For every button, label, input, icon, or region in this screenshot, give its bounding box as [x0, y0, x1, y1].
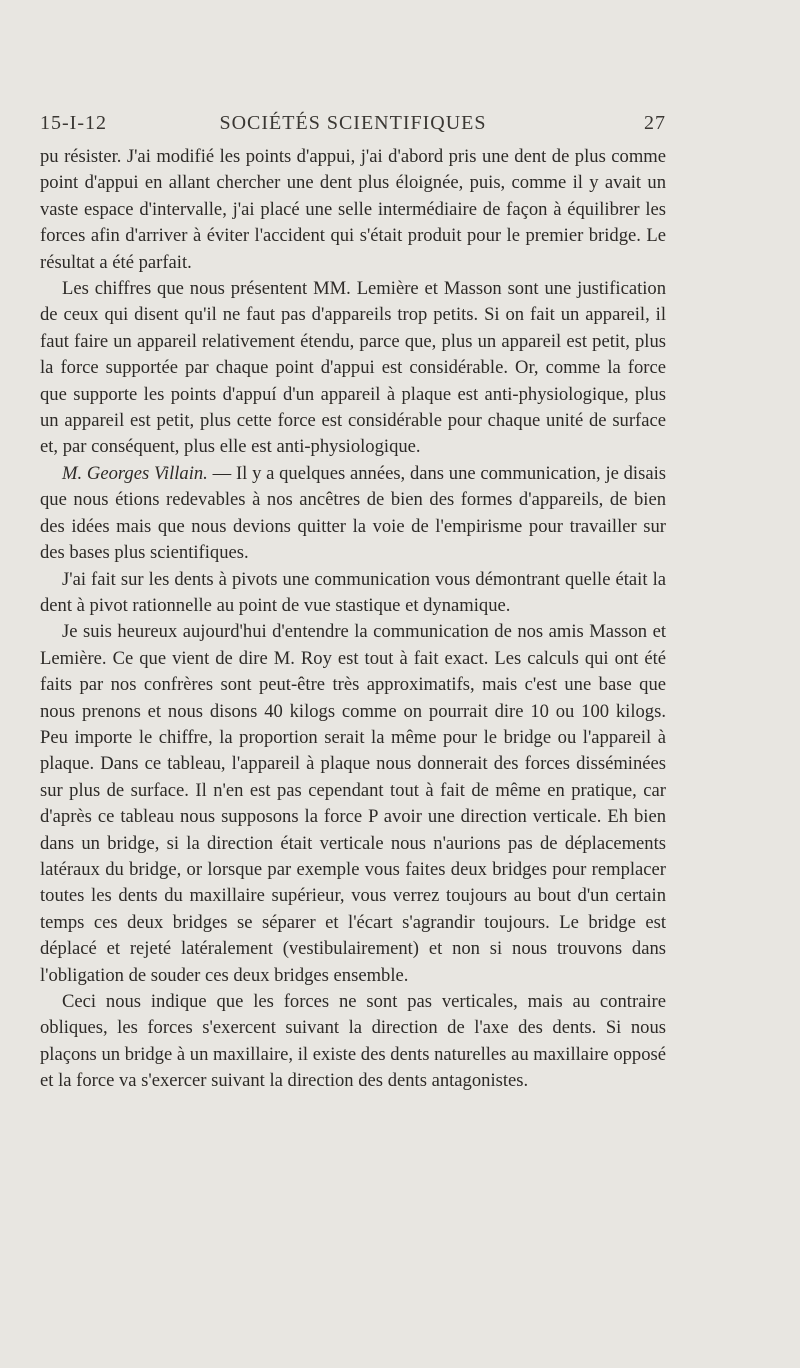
running-header [40, 112, 666, 142]
paragraph-3-text: — Il y a quelques années, dans une communication, je disais que nous étions redevables à nos ancêtres de bien des formes d'appareils, de bien des idées mais que nous devions quitter la voie de l'empirisme pour travailler sur des bases plus scientifiques. [40, 462, 666, 564]
body-text [40, 144, 666, 1095]
paragraph-1: pu résister. J'ai modifié les points d'appui, j'ai d'abord pris une dent de plus comme point d'appui en allant chercher une dent plus éloignée, puis, comme il y avait un vaste espace d'intervalle, j'ai placé une selle intermédiaire de façon à équilibrer les forces afin d'arriver à éviter l'accident qui s'était produit pour le premier bridge. Le résultat a été parfait. [40, 146, 666, 273]
header-title: SOCIÉTÉS SCIENTIFIQUES [219, 112, 487, 134]
page-number: 27 [644, 112, 666, 134]
paragraph-2: Les chiffres que nous présentent MM. Lemière et Masson sont une justification de ceux qui disent qu'il ne faut pas d'appareils trop petits. Si on fait un appareil, il faut faire un appareil relativement étendu, parce que, plus un appareil est petit, plus la force supportée par chaque point d'appui est considérable. Or, comme la force que supporte les points d'appuí d'un appareil à plaque est anti-physiologique, plus un appareil est petit, plus cette force est considérable pour chaque unité de surface et, par conséquent, plus elle est anti-physiologique. [40, 278, 666, 458]
speaker-name: M. Georges Villain. [62, 462, 208, 484]
paragraph-6: Ceci nous indique que les forces ne sont pas verticales, mais au contraire obliques, les forces s'exercent suivant la direction de l'axe des dents. Si nous plaçons un bridge à un maxillaire, il existe des dents naturelles au maxillaire opposé et la force va s'exercer suivant la direction des dents antagonistes. [40, 991, 666, 1092]
paragraph-5: Je suis heureux aujourd'hui d'entendre la communication de nos amis Masson et Lemière. Ce que vient de dire M. Roy est tout à fait exact. Les calculs qui ont été faits par nos confrères sont peut-être très approximatifs, mais c'est une base que nous prenons et nous disons 40 kilogs comme on pourrait dire 10 ou 100 kilogs. Peu importe le chiffre, la proportion serait la même pour le bridge ou l'appareil à plaque. Dans ce tableau, l'appareil à plaque nous donnerait des forces disséminées sur plus de surface. Il n'en est pas cependant tout à fait de même en pratique, car d'après ce tableau nous supposons la force P avoir une direction verticale. Eh bien dans un bridge, si la direction était verticale nous n'aurions pas de déplacements latéraux du bridge, or lorsque par exemple vous faites deux bridges pour remplacer toutes les dents du maxillaire supérieur, vous verrez toujours au bout d'un certain temps ces deux bridges se séparer et l'écart s'agrandir toujours. Le bridge est déplacé et rejeté latéralement (vestibulairement) et non si nous trouvons dans l'obligation de souder ces deux bridges ensemble. [40, 621, 666, 986]
header-date: 15-I-12 [40, 112, 107, 134]
paragraph-3 [40, 461, 666, 567]
paragraph-4: J'ai fait sur les dents à pivots une communication vous démontrant quelle était la dent à pivot rationnelle au point de vue stastique et dynamique. [40, 568, 666, 616]
